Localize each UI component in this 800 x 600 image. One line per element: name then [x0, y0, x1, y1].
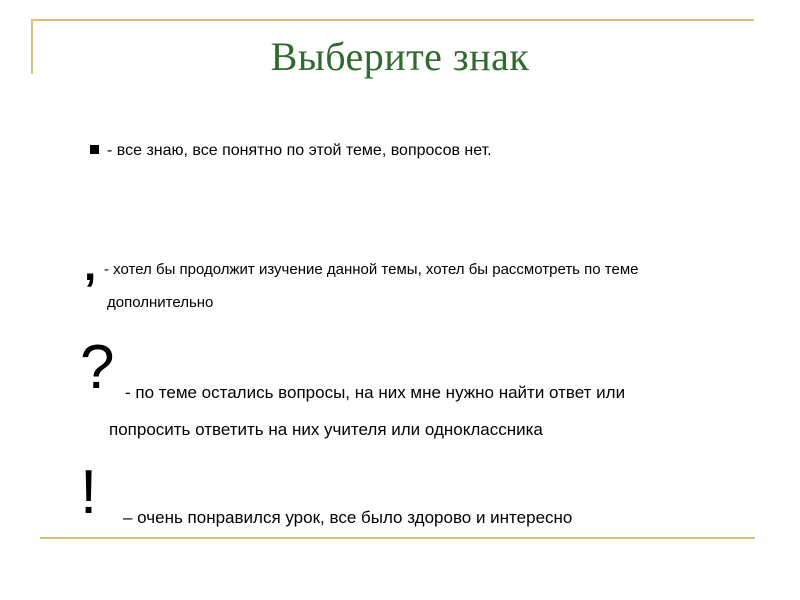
square-bullet-icon	[90, 145, 99, 154]
item-text-line1: - хотел бы продолжит изучение данной темы, хотел бы рассмотреть по теме	[104, 261, 639, 278]
frame-bottom-line	[40, 537, 755, 539]
item-text-line2: попросить ответить на них учителя или одноклассника	[109, 420, 543, 439]
item-text-line2: дополнительно	[107, 294, 214, 311]
list-item	[90, 141, 492, 161]
item-text-line1: - по теме остались вопросы, на них мне нужно найти ответ или	[125, 383, 626, 402]
slide-title: Выберите знак	[270, 34, 530, 79]
frame-top-line	[31, 19, 754, 21]
question-mark-symbol: ?	[80, 333, 115, 402]
item-text: - все знаю, все понятно по этой теме, вопросов нет.	[107, 142, 492, 159]
item-text-line1: – очень понравился урок, все было здорово и интересно	[123, 508, 573, 527]
exclamation-mark-symbol: !	[80, 458, 98, 527]
comma-symbol: ,	[84, 241, 97, 290]
